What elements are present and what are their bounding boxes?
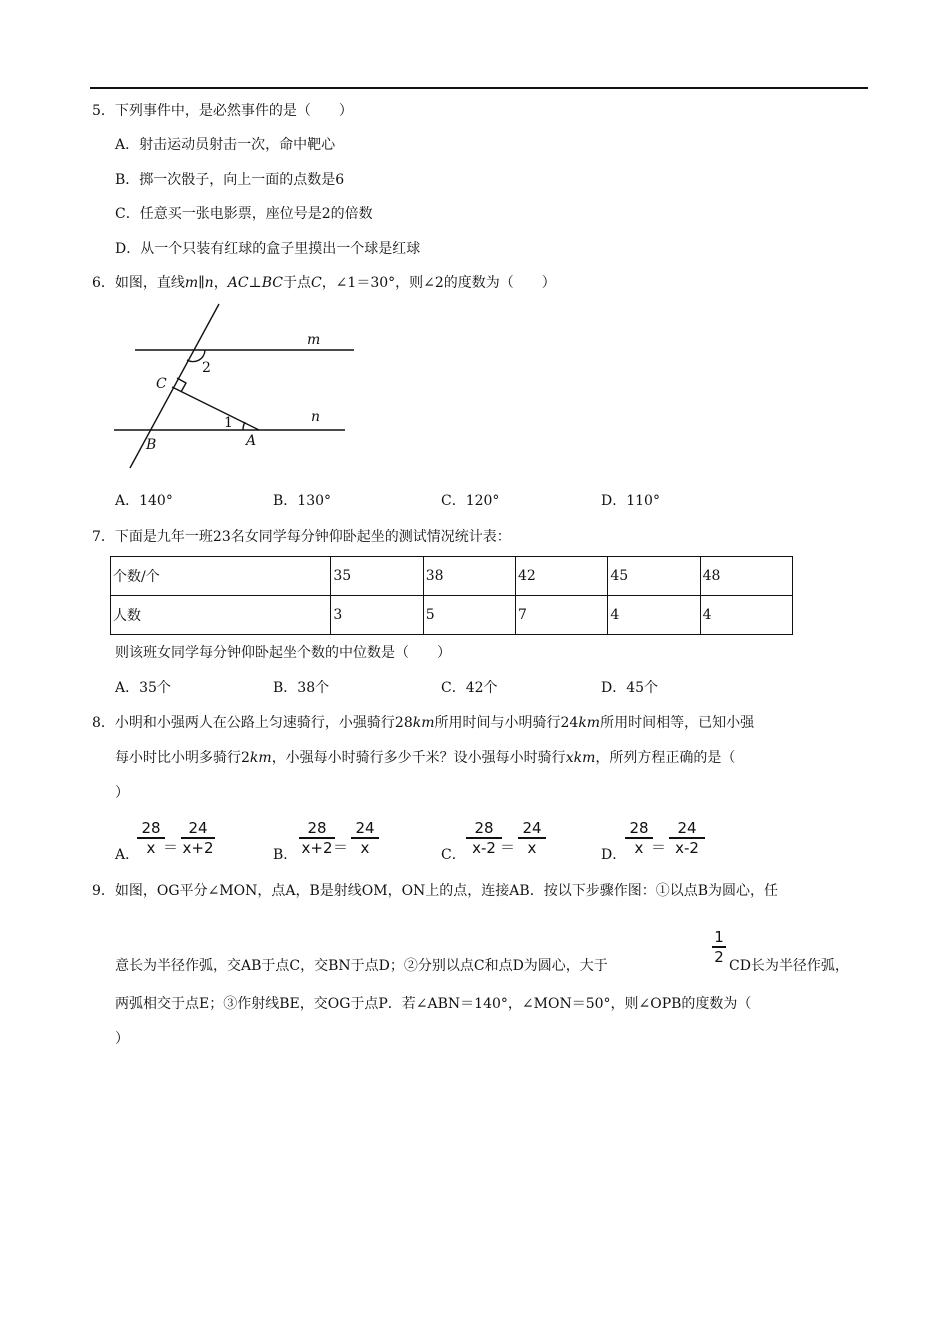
q5-option-a[interactable]: A．射击运动员射击一次，命中靶心 xyxy=(115,137,336,153)
q8-line-3: ） xyxy=(115,785,129,801)
q9-line-4: ） xyxy=(115,1031,129,1047)
q9-line-2a: 意长为半径作弧，交AB于点C，交BN于点D；②分别以点C和点D为圆心，大于 xyxy=(115,958,608,974)
q7-option-c[interactable]: C．42个 xyxy=(441,680,498,696)
q8-option-a-label[interactable]: A． xyxy=(115,847,140,863)
table-cell: 42 xyxy=(516,557,608,596)
angle-1-arc xyxy=(243,422,245,430)
q7-option-d[interactable]: D．45个 xyxy=(601,680,659,696)
q7-stem: 7．下面是九年一班23名女同学每分钟仰卧起坐的测试情况统计表： xyxy=(92,529,511,545)
fig-label-c: C xyxy=(156,376,167,392)
q9-line-3: 两弧相交于点E；③作射线BE，交OG于点P．若∠ABN＝140°，∠MON＝50°，则∠OPB的度数为（ xyxy=(115,996,752,1012)
q7-question: 则该班女同学每分钟仰卧起坐个数的中位数是（ ） xyxy=(115,645,451,661)
table-cell: 3 xyxy=(331,596,423,635)
fig-label-2: 2 xyxy=(202,360,211,376)
q7-option-b[interactable]: B．38个 xyxy=(273,680,330,696)
q9-line-1: 9．如图，OG平分∠MON，点A，B是射线OM，ON上的点，连接AB．按以下步骤作图：①以点B为圆心，任 xyxy=(92,883,778,899)
q9-line-2b: CD长为半径作弧， xyxy=(729,958,849,974)
line-bc xyxy=(130,304,219,468)
q7-stats-table xyxy=(110,556,793,635)
q8-option-a-left-fraction: 28 x xyxy=(137,819,165,857)
table-cell: 35 xyxy=(331,557,423,596)
q5-stem: 5．下列事件中，是必然事件的是（ ） xyxy=(92,103,353,119)
fig-label-b: B xyxy=(146,437,157,453)
q6-option-d[interactable]: D．110° xyxy=(601,493,660,509)
fig-label-n: n xyxy=(311,409,321,425)
q8-option-d-right-fraction: 24 x-2 xyxy=(669,819,705,857)
fig-label-1: 1 xyxy=(224,415,233,431)
q6-option-b[interactable]: B．130° xyxy=(273,493,332,509)
q8-option-c-label[interactable]: C． xyxy=(441,847,466,863)
table-cell: 7 xyxy=(516,596,608,635)
q9-half-fraction: 1 2 xyxy=(712,928,726,966)
table-cell: 5 xyxy=(423,596,515,635)
q6-option-a[interactable]: A．140° xyxy=(115,493,173,509)
q6-stem: 6．如图，直线m∥n，AC⊥BC于点C，∠1＝30°，则∠2的度数为（ ） xyxy=(92,275,556,291)
q8-option-b-left-fraction: 28 x+2 xyxy=(299,819,335,857)
q5-option-c[interactable]: C．任意买一张电影票，座位号是2的倍数 xyxy=(115,206,373,222)
table-cell: 人数 xyxy=(111,596,331,635)
q5-option-d[interactable]: D．从一个只装有红球的盒子里摸出一个球是红球 xyxy=(115,241,421,257)
table-cell: 45 xyxy=(608,557,700,596)
q8-option-d-equals: ＝ xyxy=(651,838,667,856)
q8-option-b-equals: ＝ xyxy=(333,838,349,856)
q8-option-d-left-fraction: 28 x xyxy=(625,819,653,857)
fig-label-a: A xyxy=(246,433,257,449)
table-cell: 48 xyxy=(700,557,792,596)
q8-line-2: 每小时比小明多骑行2km，小强每小时骑行多少千米？设小强每小时骑行xkm，所列方程正确的是（ xyxy=(115,750,736,766)
table-cell: 38 xyxy=(423,557,515,596)
q8-option-a-equals: ＝ xyxy=(163,838,179,856)
q8-line-1: 8．小明和小强两人在公路上匀速骑行，小强骑行28km所用时间与小明骑行24km所用时间相等，已知小强 xyxy=(92,715,755,731)
q5-option-b[interactable]: B．掷一次骰子，向上一面的点数是6 xyxy=(115,172,345,188)
q8-option-d-label[interactable]: D． xyxy=(601,847,627,863)
table-cell: 4 xyxy=(608,596,700,635)
table-row xyxy=(111,596,793,635)
q7-option-a[interactable]: A．35个 xyxy=(115,680,171,696)
q8-option-c-right-fraction: 24 x xyxy=(518,819,546,857)
table-row xyxy=(111,557,793,596)
q8-option-a-right-fraction: 24 x+2 xyxy=(182,819,214,857)
fig-label-m: m xyxy=(307,332,321,348)
q8-option-b-label[interactable]: B． xyxy=(273,847,298,863)
q8-option-c-equals: ＝ xyxy=(500,838,516,856)
q6-option-c[interactable]: C．120° xyxy=(441,493,500,509)
table-cell: 4 xyxy=(700,596,792,635)
table-cell: 个数/个 xyxy=(111,557,331,596)
q8-option-b-right-fraction: 24 x xyxy=(351,819,379,857)
line-ca xyxy=(172,387,259,430)
q8-option-c-left-fraction: 28 x-2 xyxy=(466,819,502,857)
